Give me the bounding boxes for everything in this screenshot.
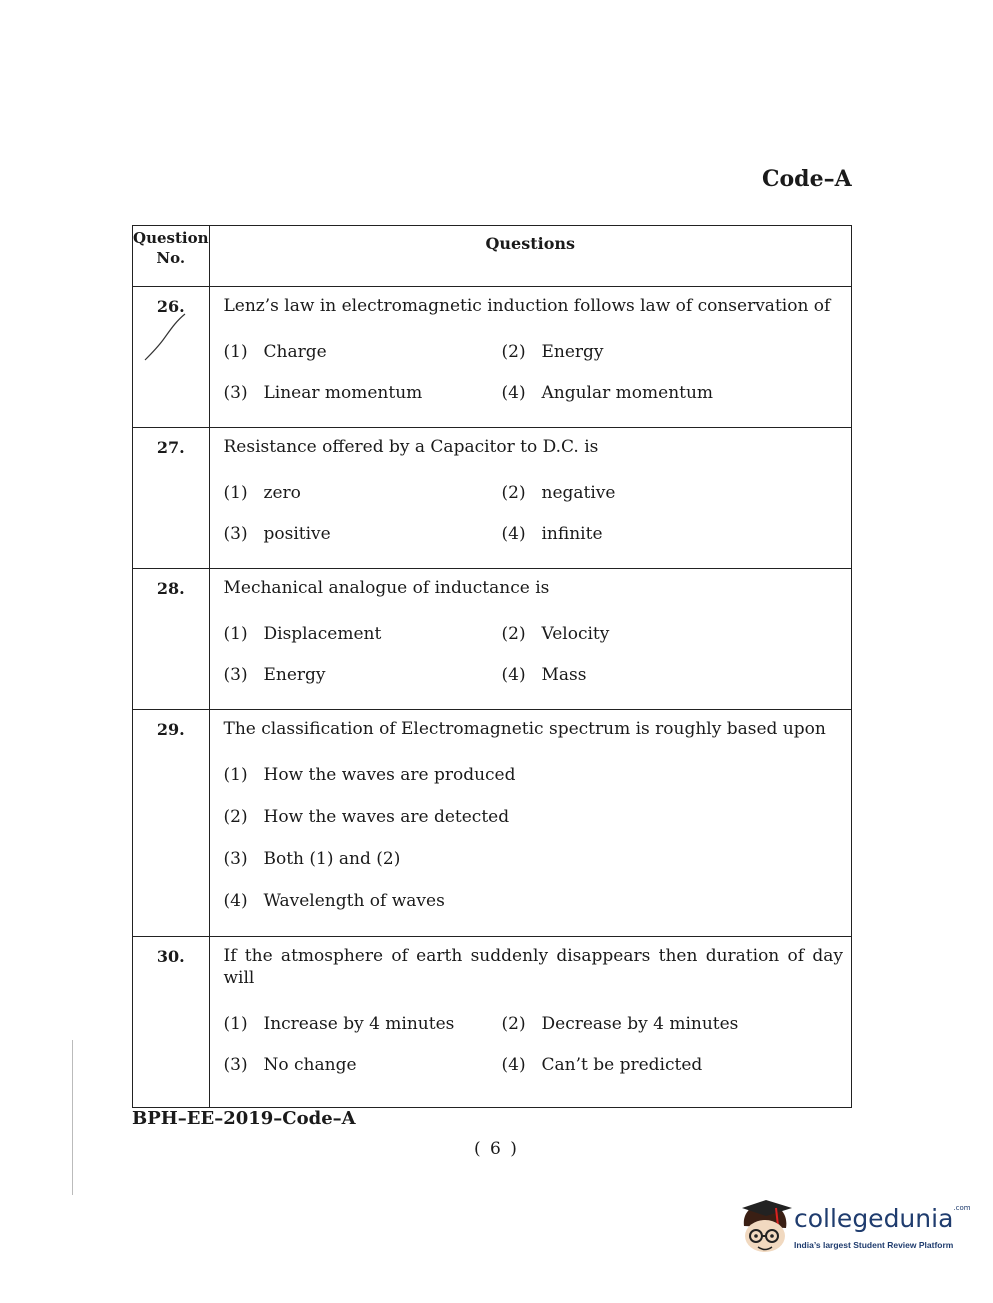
option: (4) Wavelength of waves: [223, 891, 445, 911]
option: (2) Energy: [501, 341, 604, 362]
option: (1) Increase by 4 minutes: [223, 1013, 455, 1034]
option: (4) Mass: [501, 664, 587, 685]
option: (4) infinite: [501, 523, 603, 544]
option: (1) zero: [223, 482, 301, 503]
question-no-header: Question No.: [133, 226, 210, 287]
question-number: 29.: [133, 710, 210, 937]
option: (4) Angular momentum: [501, 382, 714, 403]
options: [224, 472, 844, 554]
option: (3) Both (1) and (2): [223, 849, 401, 869]
option: (1) Displacement: [223, 623, 382, 644]
option: (3) positive: [223, 523, 331, 544]
option: (3) Energy: [223, 664, 326, 685]
question-text: Lenz’s law in electromagnetic induction follows law of conservation of: [223, 296, 831, 316]
question-row: [133, 569, 852, 710]
option: (1) Charge: [223, 341, 327, 362]
question-text: Resistance offered by a Capacitor to D.C. is: [223, 437, 599, 457]
collegedunia-logo: [738, 1196, 971, 1266]
paper-code-header: Code–A: [762, 166, 852, 192]
options: [224, 754, 844, 922]
questions-header: Questions: [209, 226, 852, 287]
footer-paper-code: BPH–EE–2019–Code–A: [132, 1108, 356, 1129]
question-number: 26.: [133, 287, 210, 428]
question-row: [133, 937, 852, 1108]
logo-tagline: India’s largest Student Review Platform: [794, 1240, 954, 1250]
option: (1) How the waves are produced: [223, 765, 516, 785]
options: [224, 331, 844, 413]
option: (2) How the waves are detected: [223, 807, 510, 827]
tick-mark-icon: [141, 310, 191, 362]
question-row: [133, 287, 852, 428]
question-text: Mechanical analogue of inductance is: [223, 578, 550, 598]
question-row: [133, 710, 852, 937]
question-body: [209, 428, 852, 569]
option: (2) negative: [501, 482, 616, 503]
table-header-row: [133, 226, 852, 287]
question-number: 27.: [133, 428, 210, 569]
logo-wordmark: collegedunia$^{.com}$: [794, 1204, 971, 1233]
question-body: [209, 569, 852, 710]
options: [224, 1003, 844, 1085]
option: (2) Decrease by 4 minutes: [501, 1013, 739, 1034]
question-row: [133, 428, 852, 569]
question-number: 28.: [133, 569, 210, 710]
option: (2) Velocity: [501, 623, 610, 644]
question-number: 30.: [133, 937, 210, 1108]
mascot-icon: [738, 1196, 794, 1258]
question-body: [209, 710, 852, 937]
scan-margin-line: [72, 1040, 73, 1195]
question-text: The classification of Electromagnetic spectrum is roughly based upon: [223, 719, 826, 739]
options: [224, 613, 844, 695]
option: (3) Linear momentum: [223, 382, 423, 403]
question-text: If the atmosphere of earth suddenly disappears then duration of day will: [223, 946, 843, 988]
option: (4) Can’t be predicted: [501, 1054, 703, 1075]
question-table: [132, 225, 852, 1108]
option: (3) No change: [223, 1054, 357, 1075]
question-body: [209, 287, 852, 428]
question-body: [209, 937, 852, 1108]
page-number: ( 6 ): [474, 1139, 519, 1159]
